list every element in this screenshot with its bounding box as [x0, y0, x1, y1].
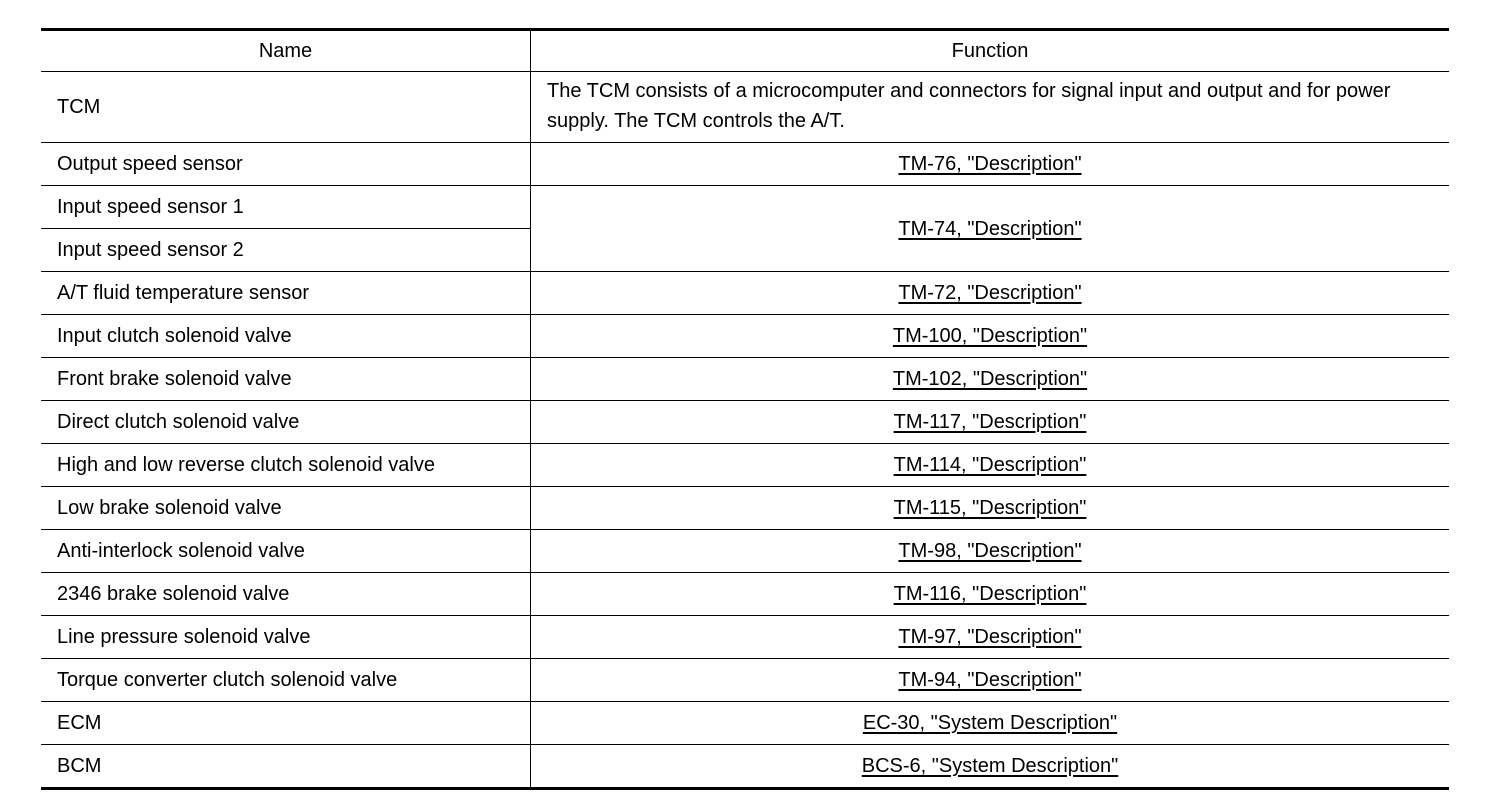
table-row: [41, 72, 1449, 143]
reference-link[interactable]: TM-74, "Description": [898, 217, 1082, 240]
reference-link[interactable]: BCS-6, "System Description": [861, 755, 1119, 777]
reference-link[interactable]: TM-72, "Description": [898, 282, 1082, 304]
reference-link[interactable]: TM-98, "Description": [898, 540, 1082, 562]
table-row: [41, 745, 1449, 789]
function-cell: [531, 444, 1450, 487]
function-cell: [531, 401, 1450, 444]
table-row: [41, 358, 1449, 401]
table-row: [41, 186, 1449, 229]
table-row: [41, 143, 1449, 186]
function-cell: [531, 745, 1450, 789]
reference-link[interactable]: TM-102, "Description": [892, 368, 1088, 390]
table-row: [41, 272, 1449, 315]
reference-link[interactable]: EC-30, "System Description": [862, 712, 1118, 734]
function-cell: [531, 143, 1450, 186]
name-cell: Line pressure solenoid valve: [41, 616, 531, 659]
name-cell: TCM: [41, 72, 531, 143]
name-cell: Anti-interlock solenoid valve: [41, 530, 531, 573]
table-row: [41, 315, 1449, 358]
table-row: [41, 573, 1449, 616]
table-row: [41, 444, 1449, 487]
reference-link[interactable]: TM-94, "Description": [898, 669, 1082, 691]
reference-link[interactable]: TM-117, "Description": [893, 411, 1087, 433]
name-cell: BCM: [41, 745, 531, 789]
function-cell: [531, 616, 1450, 659]
name-cell: Output speed sensor: [41, 143, 531, 186]
reference-link[interactable]: TM-116, "Description": [893, 583, 1087, 605]
table-row: [41, 659, 1449, 702]
reference-link[interactable]: TM-115, "Description": [893, 497, 1087, 519]
function-cell: [531, 530, 1450, 573]
reference-link[interactable]: TM-114, "Description": [893, 454, 1087, 476]
function-cell: [531, 702, 1450, 745]
function-cell: [531, 487, 1450, 530]
reference-link[interactable]: TM-76, "Description": [898, 153, 1082, 175]
table-header-row: [41, 30, 1449, 72]
name-cell: Front brake solenoid valve: [41, 358, 531, 401]
name-cell: Direct clutch solenoid valve: [41, 401, 531, 444]
name-cell: 2346 brake solenoid valve: [41, 573, 531, 616]
function-description: The TCM consists of a microcomputer and connectors for signal input and output and for power supply. The TCM controls the A/T.: [531, 72, 1450, 143]
function-cell: [531, 186, 1450, 272]
name-cell: A/T fluid temperature sensor: [41, 272, 531, 315]
name-cell: Low brake solenoid valve: [41, 487, 531, 530]
table-row: [41, 487, 1449, 530]
name-cell: ECM: [41, 702, 531, 745]
component-function-table: [41, 28, 1449, 790]
table-row: [41, 401, 1449, 444]
function-cell: [531, 358, 1450, 401]
name-cell: High and low reverse clutch solenoid valve: [41, 444, 531, 487]
table-row: [41, 702, 1449, 745]
reference-link[interactable]: TM-100, "Description": [892, 325, 1088, 347]
name-cell: Input speed sensor 1: [41, 186, 531, 229]
name-cell: Input clutch solenoid valve: [41, 315, 531, 358]
function-cell: [531, 573, 1450, 616]
name-cell: Input speed sensor 2: [41, 229, 531, 272]
function-cell: [531, 272, 1450, 315]
reference-link[interactable]: TM-97, "Description": [898, 626, 1082, 648]
function-cell: [531, 659, 1450, 702]
table-row: [41, 616, 1449, 659]
name-cell: Torque converter clutch solenoid valve: [41, 659, 531, 702]
table-row: [41, 530, 1449, 573]
function-cell: [531, 315, 1450, 358]
header-function: Function: [531, 30, 1450, 72]
header-name: Name: [41, 30, 531, 72]
